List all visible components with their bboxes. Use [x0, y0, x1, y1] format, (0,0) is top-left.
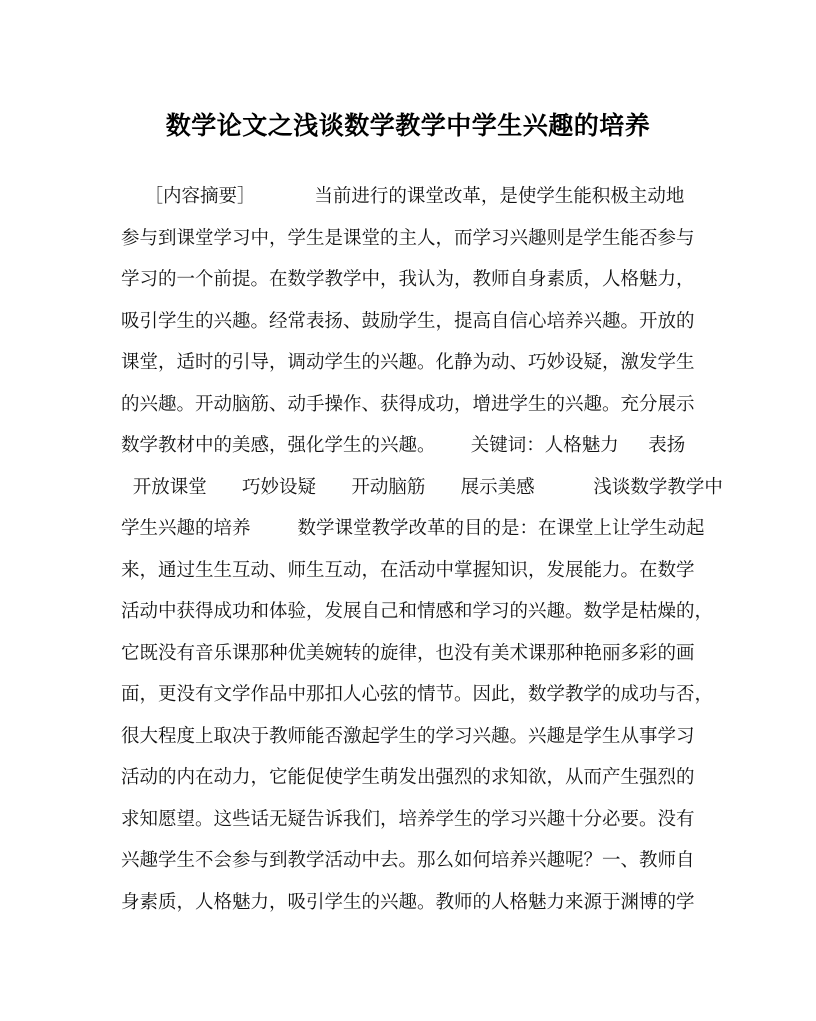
body-line: 吸引学生的兴趣。经常表扬、鼓励学生，提高自信心培养兴趣。开放的: [121, 310, 695, 332]
body-line: 数学教材中的美感，强化学生的兴趣。 关键词：人格魅力 表扬: [121, 435, 686, 456]
document-title: 数学论文之浅谈数学教学中学生兴趣的培养: [165, 111, 651, 140]
body-line: 兴趣学生不会参与到教学活动中去。那么如何培养兴趣呢？一、教师自: [121, 850, 695, 871]
body-line: 求知愿望。这些话无疑告诉我们，培养学生的学习兴趣十分必要。没有: [121, 808, 695, 830]
body-line: 学习的一个前提。在数学教学中，我认为，教师自身素质，人格魅力，: [121, 269, 695, 290]
body-line: 活动中获得成功和体验，发展自己和情感和学习的兴趣。数学是枯燥的，: [121, 601, 714, 622]
body-line: 的兴趣。开动脑筋、动手操作、获得成功，增进学生的兴趣。充分展示: [121, 393, 695, 415]
body-line: 学生兴趣的培养 数学课堂教学改革的目的是：在课堂上让学生动起: [121, 518, 705, 539]
body-line: 很大程度上取决于教师能否激起学生的学习兴趣。兴趣是学生从事学习: [121, 725, 695, 747]
body-line: 来，通过生生互动、师生互动，在活动中掌握知识，发展能力。在数学: [121, 559, 695, 581]
document-body: [121, 176, 723, 923]
body-line: 身素质，人格魅力，吸引学生的兴趣。教师的人格魅力来源于渊博的学: [121, 891, 695, 913]
body-line: 课堂，适时的引导，调动学生的兴趣。化静为动、巧妙设疑，激发学生: [121, 352, 695, 373]
body-line: 面，更没有文学作品中那扣人心弦的情节。因此，数学教学的成功与否，: [121, 684, 714, 705]
body-line: 它既没有音乐课那种优美婉转的旋律，也没有美术课那种艳丽多彩的画: [121, 642, 695, 664]
body-line: ［内容摘要］ 当前进行的课堂改革，是使学生能积极主动地: [121, 186, 685, 207]
body-line: 开放课堂 巧妙设疑 开动脑筋 展示美感 浅谈数学教学中: [121, 476, 723, 498]
body-line: 参与到课堂学习中，学生是课堂的主人，而学习兴趣则是学生能否参与: [121, 227, 695, 249]
body-line: 活动的内在动力，它能促使学生萌发出强烈的求知欲，从而产生强烈的: [121, 767, 695, 788]
